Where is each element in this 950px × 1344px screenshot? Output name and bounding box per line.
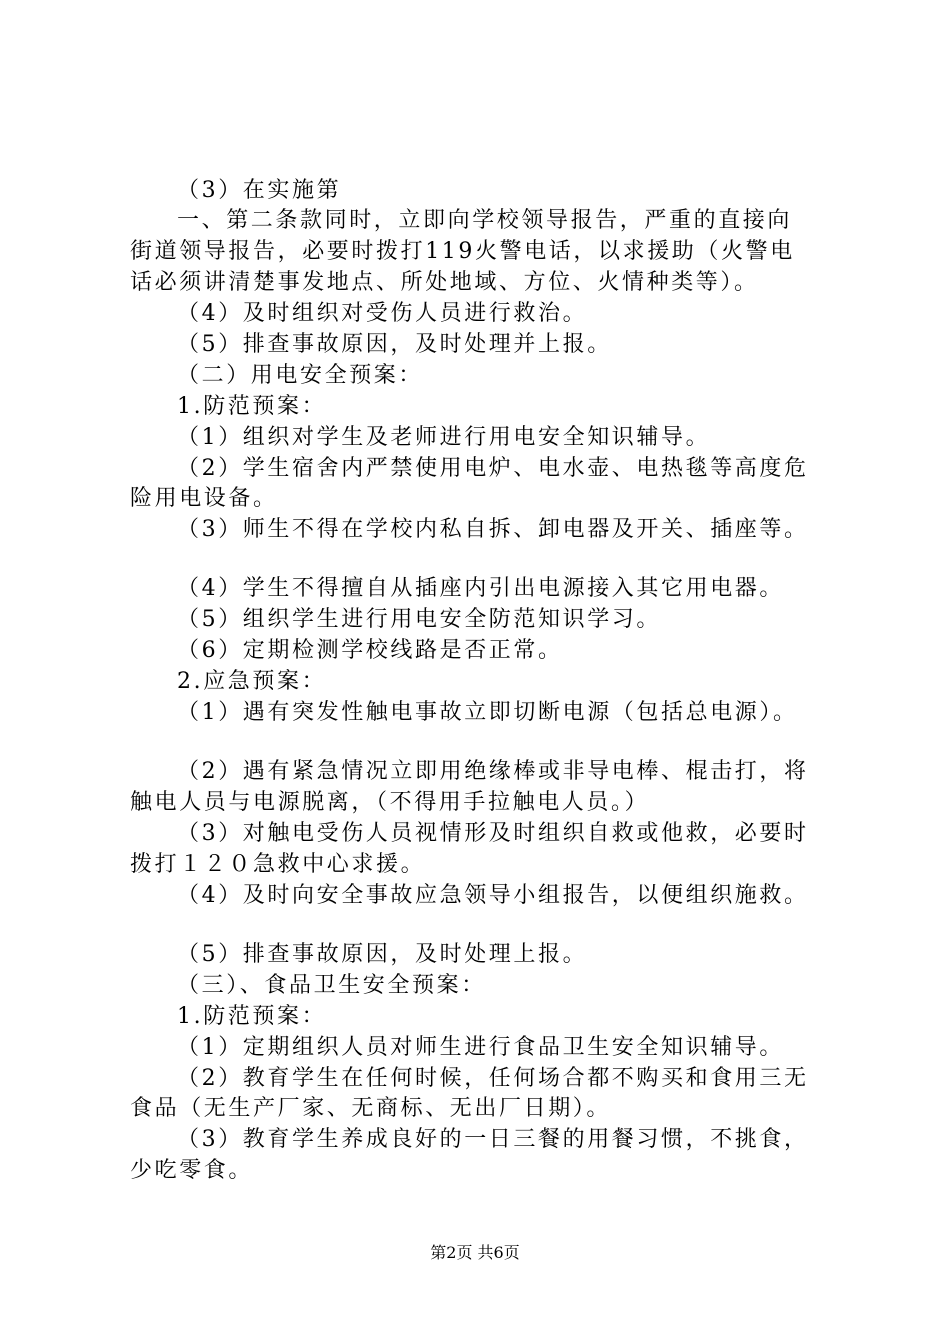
- text-line: 少吃零食。: [130, 1158, 254, 1183]
- text-line: 1.防范预案：: [177, 394, 327, 419]
- text-line: 街道领导报告，必要时拨打119火警电话，以求援助（火警电: [130, 239, 795, 264]
- text-line: （三）、食品卫生安全预案：: [177, 973, 486, 998]
- text-line: （3）对触电受伤人员视情形及时组织自救或他救，必要时: [177, 821, 809, 846]
- text-line: 触电人员与电源脱离，（不得用手拉触电人员。）: [130, 790, 650, 815]
- text-line: （2）教育学生在任何时候，任何场合都不购买和食用三无: [177, 1066, 809, 1091]
- text-line: （1）定期组织人员对师生进行食品卫生安全知识辅导。: [177, 1035, 784, 1060]
- text-line: 食品（无生产厂家、无商标、无出厂日期）。: [130, 1096, 612, 1121]
- text-line: 险用电设备。: [130, 486, 278, 511]
- text-line: 拨打１２０急救中心求援。: [130, 852, 426, 877]
- text-line: （5）排查事故原因，及时处理上报。: [177, 942, 588, 967]
- text-line: （4）学生不得擅自从插座内引出电源接入其它用电器。: [177, 576, 784, 601]
- text-line: （4）及时向安全事故应急领导小组报告，以便组织施救。: [177, 883, 809, 908]
- text-line: （2）学生宿舍内严禁使用电炉、电水壶、电热毯等高度危: [177, 456, 809, 481]
- text-line: （6）定期检测学校线路是否正常。: [177, 638, 563, 663]
- text-line: （5）排查事故原因，及时处理并上报。: [177, 332, 612, 357]
- text-line: （2）遇有紧急情况立即用绝缘棒或非导电棒、棍击打，将: [177, 759, 809, 784]
- page-footer: 第2页 共6页: [430, 1243, 520, 1262]
- text-line: 2.应急预案：: [177, 669, 327, 694]
- text-line: （4）及时组织对受伤人员进行救治。: [177, 301, 588, 326]
- text-line: （3）师生不得在学校内私自拆、卸电器及开关、插座等。: [177, 517, 809, 542]
- text-line: （1）组织对学生及老师进行用电安全知识辅导。: [177, 425, 711, 450]
- text-line: 话必须讲清楚事发地点、所处地域、方位、火情种类等）。: [130, 270, 759, 295]
- text-line: （二）用电安全预案：: [177, 363, 424, 388]
- text-line: 1.防范预案：: [177, 1004, 327, 1029]
- text-line: 一、第二条款同时，立即向学校领导报告，严重的直接向: [177, 208, 793, 233]
- text-line: （3）在实施第: [177, 178, 342, 203]
- text-line: （5）组织学生进行用电安全防范知识学习。: [177, 607, 661, 632]
- text-line: （1）遇有突发性触电事故立即切断电源（包括总电源）。: [177, 700, 798, 725]
- text-line: （3）教育学生养成良好的一日三餐的用餐习惯，不挑食，: [177, 1127, 809, 1152]
